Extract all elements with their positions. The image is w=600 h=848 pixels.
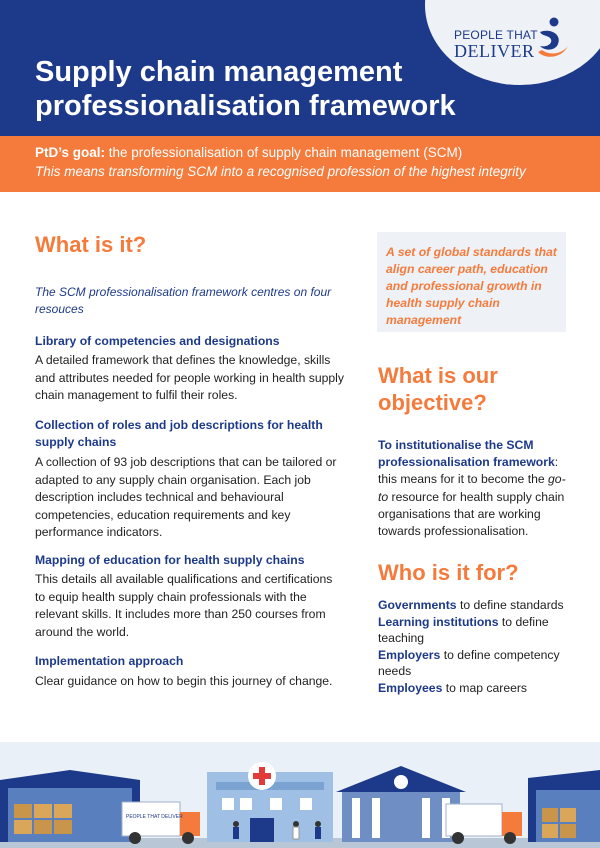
audience-term: Learning institutions	[378, 614, 499, 629]
objective-heading-line-2: objective?	[378, 390, 487, 415]
section-body-education: This details all available qualifications and certifications to equip health supply chain professionals with the relevant skills. It includes more than 250 courses from around the world.	[35, 572, 333, 639]
logo-text-top: PEOPLE THAT	[454, 28, 538, 42]
audience-purpose: to define competency needs	[378, 647, 560, 678]
audience-item-governments	[378, 597, 578, 614]
section-body-implementation: Clear guidance on how to begin this journey of change.	[35, 674, 333, 688]
audience-item-employers	[378, 647, 578, 680]
section-body-roles: A collection of 93 job descriptions that can be tailored or adapted to any supply chain organisation. Each job description includes technical and behavioural competencies, education requirements and key performance indicators.	[35, 455, 337, 540]
logo-text-bottom: DELIVER	[454, 41, 535, 61]
audience-purpose: to define teaching	[378, 614, 549, 645]
hospital-building-icon	[207, 762, 333, 842]
section-body-competencies: A detailed framework that defines the knowledge, skills and attributes needed for people working in health supply chain management to fulfil their roles.	[35, 353, 344, 403]
objective-heading-line-1: What is our	[378, 363, 498, 388]
what-heading: What is it?	[35, 232, 147, 257]
people-that-deliver-logo-icon	[532, 12, 572, 60]
callout-text: A set of global standards that align career path, education and professional growth in health supply chain management	[386, 245, 557, 327]
warehouse-left-icon	[0, 770, 140, 842]
objective-text-after: resource for health supply chain organisations that are working towards professionalisation.	[378, 489, 565, 539]
goal-bar	[0, 136, 600, 192]
warehouse-right-icon	[528, 770, 600, 842]
supply-chain-illustration	[0, 742, 600, 848]
page-title	[35, 55, 456, 123]
who-heading: Who is it for?	[378, 560, 519, 585]
audience-purpose: to map careers	[442, 680, 528, 695]
objective-lead: To institutionalise the SCM professionalisation framework	[378, 438, 555, 470]
section-heading-implementation: Implementation approach	[35, 654, 184, 668]
title-line-1: Supply chain management	[35, 56, 403, 88]
section-heading-education: Mapping of education for health supply chains	[35, 553, 305, 567]
objective-text	[378, 437, 568, 540]
goal-subtext: This means transforming SCM into a recognised profession of the highest integrity	[35, 164, 526, 179]
section-heading-competencies: Library of competencies and designations	[35, 334, 280, 348]
goal-text: the professionalisation of supply chain management (SCM)	[105, 145, 463, 160]
audience-term: Governments	[378, 598, 457, 612]
section-heading-roles: Collection of roles and job descriptions for health supply chains	[35, 418, 323, 449]
objective-emphasis: go-to	[378, 472, 566, 504]
truck-logo-text: PEOPLE THAT DELIVER	[126, 814, 183, 820]
objective-heading	[378, 362, 498, 416]
audience-term: Employees	[378, 680, 443, 695]
what-intro: The SCM professionalisation framework centres on four resouces	[35, 285, 332, 316]
audience-item-employees	[378, 680, 578, 697]
audience-purpose: to define standards	[456, 598, 564, 612]
title-line-2: professionalisation framework	[35, 90, 456, 122]
callout-box	[377, 232, 566, 332]
audience-item-learning-institutions	[378, 614, 578, 647]
goal-label: PtD’s goal:	[35, 145, 106, 160]
audience-term: Employers	[378, 647, 441, 662]
objective-text-before: : this means for it to become the	[378, 455, 559, 487]
audience-list	[378, 597, 578, 696]
goal-statement	[35, 145, 462, 160]
header-banner	[0, 0, 600, 136]
